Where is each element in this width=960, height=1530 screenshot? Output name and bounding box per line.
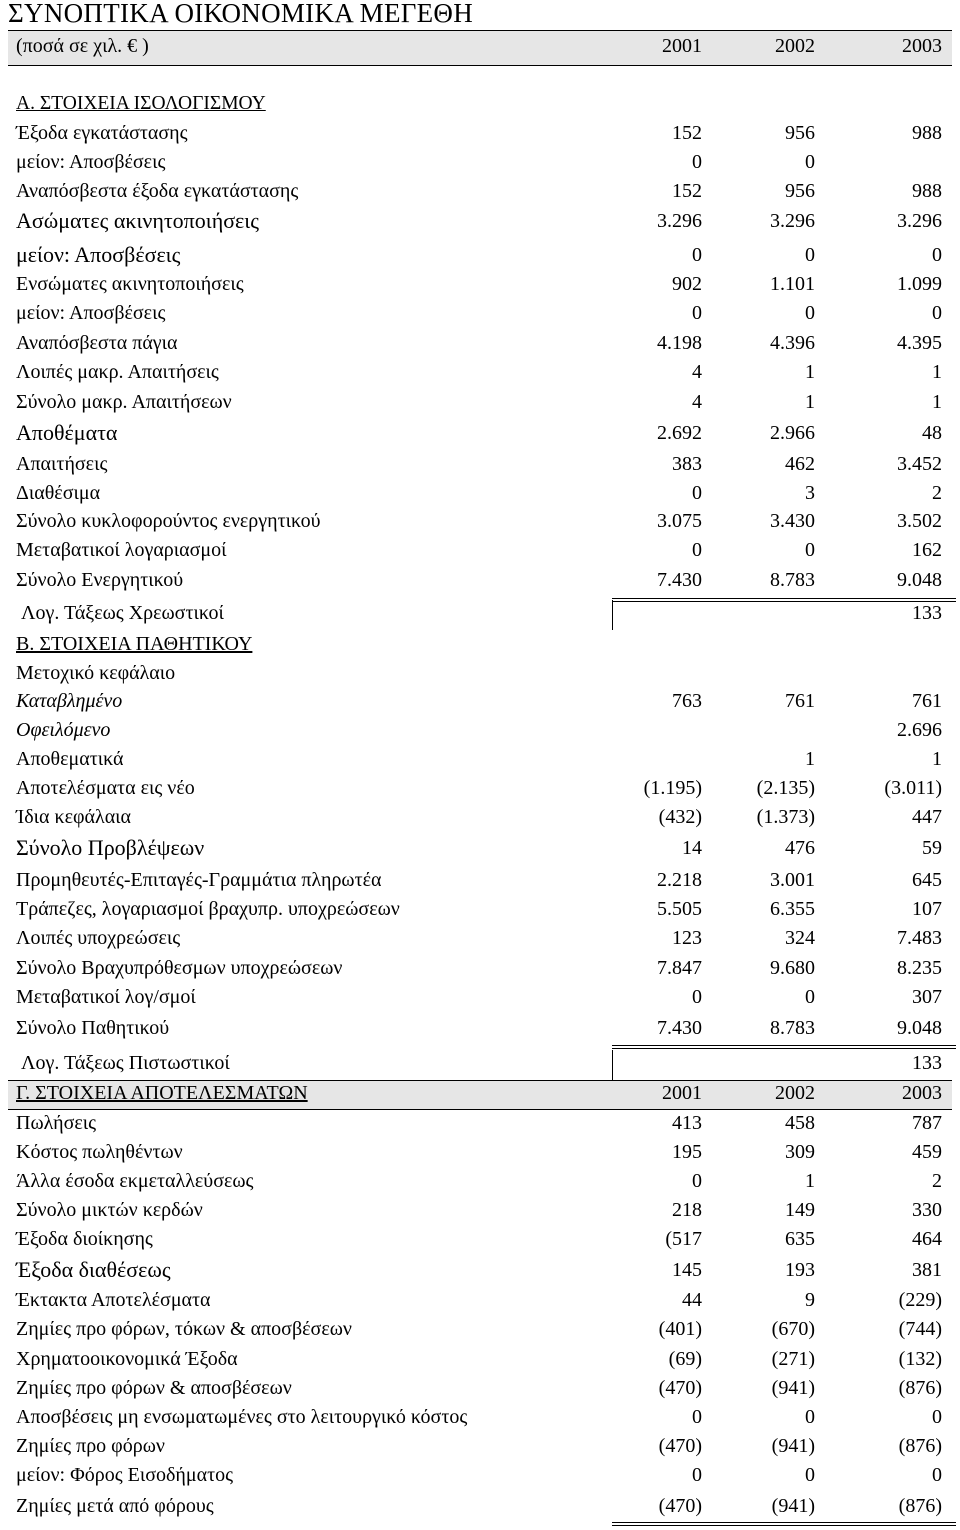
cell-2002: 635	[785, 1228, 815, 1250]
total-liabilities-rule-2	[612, 1048, 956, 1049]
table-row	[0, 660, 960, 689]
cell-2003: 133	[912, 1052, 942, 1074]
cell-2001: 4	[692, 361, 702, 383]
cell-2002: 1	[805, 748, 815, 770]
row-label: μείον: Φόρος Εισοδήματος	[16, 1464, 234, 1486]
cell-2003: 1.099	[897, 273, 942, 295]
cell-2002: 149	[785, 1199, 815, 1221]
row-label: Ίδια κεφάλαια	[16, 806, 132, 828]
cell-2001: 0	[692, 986, 702, 1008]
cell-2003: (229)	[898, 1289, 942, 1311]
row-label: Αποτελέσματα εις νέο	[16, 777, 195, 799]
row-label: Αναπόσβεστα έξοδα εγκατάστασης	[16, 180, 299, 202]
cell-2002: 956	[785, 122, 815, 144]
cell-2003: 9.048	[897, 569, 942, 591]
table-row	[0, 804, 960, 833]
table-row	[0, 178, 960, 207]
row-label: Β. ΣΤΟΙΧΕΙΑ ΠΑΘΗΤΙΚΟΥ	[16, 633, 253, 655]
table-row	[0, 120, 960, 149]
cell-2003: 988	[912, 122, 942, 144]
cell-2002: 8.783	[770, 569, 815, 591]
row-label: μείον: Αποσβέσεις	[16, 242, 181, 267]
cell-2002: 9	[805, 1289, 815, 1311]
row-label: Ενσώματες ακινητοποιήσεις	[16, 273, 244, 295]
cell-2003: 459	[912, 1141, 942, 1163]
table-row	[0, 835, 960, 864]
total-assets-rule-2	[612, 601, 956, 602]
row-label: Τράπεζες, λογαριασμοί βραχυπρ. υποχρεώσεων	[16, 898, 400, 920]
row-label: Οφειλόμενο	[16, 719, 111, 741]
cell-2003: 8.235	[897, 957, 942, 979]
table-row	[0, 1493, 960, 1522]
cell-2003: 307	[912, 986, 942, 1008]
table-row	[0, 330, 960, 359]
cell-2002: 1	[805, 1170, 815, 1192]
cell-2001: (517	[665, 1228, 702, 1250]
table-row	[0, 300, 960, 329]
table-row	[0, 242, 960, 271]
table-row	[0, 1139, 960, 1168]
row-label: Αποσβέσεις μη ενσωματωμένες στο λειτουργικό κόστος	[16, 1406, 468, 1428]
cell-2001: 218	[672, 1199, 702, 1221]
table-row	[0, 1015, 960, 1044]
cell-2003: (744)	[898, 1318, 942, 1340]
cell-2001: 0	[692, 539, 702, 561]
table-row	[0, 631, 960, 660]
cell-2002: 0	[805, 151, 815, 173]
row-label: Χρηματοοικονομικά Έξοδα	[16, 1348, 238, 1370]
table-row	[0, 271, 960, 300]
cell-2002: 1.101	[770, 273, 815, 295]
row-label: Διαθέσιμα	[16, 482, 101, 504]
cell-2001: 0	[692, 302, 702, 324]
cell-2001: 4	[692, 391, 702, 413]
table-row	[0, 149, 960, 178]
row-label: Έξοδα εγκατάστασης	[16, 122, 188, 144]
table-row	[0, 1257, 960, 1286]
cell-2001: 2.692	[657, 422, 702, 444]
cell-2003: 447	[912, 806, 942, 828]
cell-2002: 0	[805, 1464, 815, 1486]
row-label: Αναπόσβεστα πάγια	[16, 332, 178, 354]
table-row	[0, 1404, 960, 1433]
table-row	[0, 1346, 960, 1375]
cell-2001: 3.296	[657, 210, 702, 232]
row-label: Έξοδα διαθέσεως	[16, 1257, 171, 1282]
cell-2003: 381	[912, 1259, 942, 1281]
cell-2001: (470)	[658, 1377, 702, 1399]
table-row	[0, 984, 960, 1013]
cell-2001: 763	[672, 690, 702, 712]
row-label: Αποθέματα	[16, 420, 118, 445]
row-label: Μεταβατικοί λογ/σμοί	[16, 986, 196, 1008]
cell-2001: 0	[692, 1170, 702, 1192]
cell-2002: 2.966	[770, 422, 815, 444]
cell-2003: 330	[912, 1199, 942, 1221]
row-label: μείον: Αποσβέσεις	[16, 151, 166, 173]
cell-2003: 2.696	[897, 719, 942, 741]
cell-2003: 2	[932, 482, 942, 504]
year-2001: 2001	[662, 35, 702, 57]
cell-2001: (401)	[658, 1318, 702, 1340]
row-label: Πωλήσεις	[16, 1112, 97, 1134]
table-row	[0, 896, 960, 925]
cell-2002: 1	[805, 391, 815, 413]
cell-2001: 14	[682, 837, 702, 859]
cell-2002: 476	[785, 837, 815, 859]
cell-2002: 3.001	[770, 869, 815, 891]
table-row	[0, 717, 960, 746]
cell-2002: (271)	[771, 1348, 815, 1370]
table-row	[0, 688, 960, 717]
cell-2002: (941)	[771, 1377, 815, 1399]
table-row	[0, 1375, 960, 1404]
row-label: Αποθεματικά	[16, 748, 124, 770]
cell-2003: 3.296	[897, 210, 942, 232]
cell-2002: 4.396	[770, 332, 815, 354]
row-label: Μετοχικό κεφάλαιο	[16, 662, 176, 684]
row-label: Ζημίες προ φόρων, τόκων & αποσβέσεων	[16, 1318, 352, 1340]
row-label: Σύνολο μακρ. Απαιτήσεων	[16, 391, 232, 413]
cell-2002: (1.373)	[756, 806, 815, 828]
cell-2003: 0	[932, 302, 942, 324]
cell-2003: 0	[932, 244, 942, 266]
cell-2003: 48	[922, 422, 942, 444]
table-row	[0, 389, 960, 418]
cell-2001: 195	[672, 1141, 702, 1163]
cell-2003: 1	[932, 748, 942, 770]
row-label: Σύνολο κυκλοφορούντος ενεργητικού	[16, 510, 321, 532]
cell-2001: 4.198	[657, 332, 702, 354]
table-row	[0, 451, 960, 480]
cell-2001: 0	[692, 1406, 702, 1428]
cell-2003: (876)	[898, 1435, 942, 1457]
total-liabilities-rule	[612, 1045, 956, 1046]
row-label: Σύνολο μικτών κερδών	[16, 1199, 203, 1221]
header-row	[0, 30, 960, 59]
table-row	[0, 746, 960, 775]
row-label: Σύνολο Βραχυπρόθεσμων υποχρεώσεων	[16, 957, 343, 979]
row-label: Προμηθευτές-Επιταγές-Γραμμάτια πληρωτέα	[16, 869, 382, 891]
cell-2002: 1	[805, 361, 815, 383]
cell-2001: 7.430	[657, 1017, 702, 1039]
table-row	[0, 1080, 960, 1109]
cell-2001: 7.847	[657, 957, 702, 979]
cell-2001: 2.218	[657, 869, 702, 891]
cell-2002: 2002	[775, 1082, 815, 1104]
cell-2002: 956	[785, 180, 815, 202]
cell-2003: (132)	[898, 1348, 942, 1370]
table-row	[0, 1197, 960, 1226]
cell-2001: 0	[692, 151, 702, 173]
cell-2002: 0	[805, 1406, 815, 1428]
final-rule	[612, 1522, 956, 1523]
table-row	[0, 1316, 960, 1345]
cell-2001: 0	[692, 1464, 702, 1486]
final-rule-2	[612, 1525, 956, 1526]
cell-2002: 6.355	[770, 898, 815, 920]
row-label: Λογ. Τάξεως Χρεωστικοί	[21, 602, 224, 624]
table-row	[0, 1433, 960, 1462]
table-row	[0, 91, 960, 120]
cell-2001: 152	[672, 122, 702, 144]
cell-2003: 787	[912, 1112, 942, 1134]
units-label: (ποσά σε χιλ. € )	[16, 35, 149, 57]
row-label: μείον: Αποσβέσεις	[16, 302, 166, 324]
cell-2003: (876)	[898, 1377, 942, 1399]
cell-2002: 3.296	[770, 210, 815, 232]
row-label: Ζημίες μετά από φόρους	[16, 1495, 214, 1517]
row-label: Απαιτήσεις	[16, 453, 108, 475]
cell-2003: 2	[932, 1170, 942, 1192]
cell-2002: (670)	[771, 1318, 815, 1340]
table-row	[0, 1050, 960, 1079]
row-label: Άλλα έσοδα εκμεταλλεύσεως	[16, 1170, 254, 1192]
cell-2001: 2001	[662, 1082, 702, 1104]
cell-2001: (69)	[668, 1348, 702, 1370]
cell-2002: (941)	[771, 1435, 815, 1457]
cell-2002: 761	[785, 690, 815, 712]
table-row	[0, 1287, 960, 1316]
table-row	[0, 480, 960, 509]
table-row	[0, 1226, 960, 1255]
row-label: Σύνολο Παθητικού	[16, 1017, 170, 1039]
cell-2001: 0	[692, 244, 702, 266]
table-row	[0, 600, 960, 629]
table-row	[0, 420, 960, 449]
cell-2002: 8.783	[770, 1017, 815, 1039]
cell-2002: 462	[785, 453, 815, 475]
cell-2003: 1	[932, 361, 942, 383]
cell-2001: (470)	[658, 1435, 702, 1457]
row-label: Ασώματες ακινητοποιήσεις	[16, 208, 259, 233]
table-row	[0, 508, 960, 537]
cell-2002: 0	[805, 986, 815, 1008]
cell-2003: 107	[912, 898, 942, 920]
cell-2001: 383	[672, 453, 702, 475]
cell-2001: 152	[672, 180, 702, 202]
cell-2001: 44	[682, 1289, 702, 1311]
cell-2003: 133	[912, 602, 942, 624]
row-label: Κόστος πωληθέντων	[16, 1141, 183, 1163]
table-row	[0, 775, 960, 804]
year-2003: 2003	[902, 35, 942, 57]
page-title: ΣΥΝΟΠΤΙΚΑ ΟΙΚΟΝΟΜΙΚΑ ΜΕΓΕΘΗ	[8, 0, 474, 28]
cell-2003: 59	[922, 837, 942, 859]
cell-2001: 5.505	[657, 898, 702, 920]
cell-2003: 4.395	[897, 332, 942, 354]
cell-2002: 309	[785, 1141, 815, 1163]
table-row	[0, 1110, 960, 1139]
cell-2003: 2003	[902, 1082, 942, 1104]
cell-2001: (432)	[658, 806, 702, 828]
cell-2002: 3.430	[770, 510, 815, 532]
cell-2003: 761	[912, 690, 942, 712]
row-label: Έξοδα διοίκησης	[16, 1228, 153, 1250]
cell-2003: 464	[912, 1228, 942, 1250]
table-row	[0, 537, 960, 566]
row-label: Καταβλημένο	[16, 690, 123, 712]
cell-2001: 123	[672, 927, 702, 949]
table-row	[0, 1168, 960, 1197]
cell-2003: 988	[912, 180, 942, 202]
table-row	[0, 867, 960, 896]
cell-2003: 0	[932, 1406, 942, 1428]
cell-2001: (1.195)	[643, 777, 702, 799]
row-label: Σύνολο Ενεργητικού	[16, 569, 184, 591]
year-2002: 2002	[775, 35, 815, 57]
total-assets-rule	[612, 598, 956, 599]
cell-2002: (2.135)	[756, 777, 815, 799]
row-label: Λογ. Τάξεως Πιστωστικοί	[21, 1052, 230, 1074]
cell-2001: 145	[672, 1259, 702, 1281]
row-label: Έκτακτα Αποτελέσματα	[16, 1289, 211, 1311]
cell-2003: (876)	[898, 1495, 942, 1517]
row-label: Λοιπές υποχρεώσεις	[16, 927, 181, 949]
cell-2001: (470)	[658, 1495, 702, 1517]
cell-2002: 0	[805, 302, 815, 324]
cell-2002: 193	[785, 1259, 815, 1281]
cell-2002: 9.680	[770, 957, 815, 979]
cell-2002: 3	[805, 482, 815, 504]
row-label: Γ. ΣΤΟΙΧΕΙΑ ΑΠΟΤΕΛΕΣΜΑΤΩΝ	[16, 1082, 308, 1104]
cell-2001: 413	[672, 1112, 702, 1134]
cell-2002: 0	[805, 539, 815, 561]
cell-2003: 1	[932, 391, 942, 413]
cell-2003: 3.502	[897, 510, 942, 532]
cell-2003: 3.452	[897, 453, 942, 475]
row-label: Ζημίες προ φόρων & αποσβέσεων	[16, 1377, 292, 1399]
cell-2003: (3.011)	[884, 777, 942, 799]
cell-2001: 7.430	[657, 569, 702, 591]
table-row	[0, 208, 960, 237]
cell-2003: 9.048	[897, 1017, 942, 1039]
cell-2001: 0	[692, 482, 702, 504]
cell-2002: 0	[805, 244, 815, 266]
cell-2002: (941)	[771, 1495, 815, 1517]
table-row	[0, 359, 960, 388]
row-label: Σύνολο Προβλέψεων	[16, 835, 205, 860]
cell-2003: 7.483	[897, 927, 942, 949]
cell-2003: 645	[912, 869, 942, 891]
table-row	[0, 1462, 960, 1491]
table-row	[0, 925, 960, 954]
cell-2002: 324	[785, 927, 815, 949]
row-label: Ζημίες προ φόρων	[16, 1435, 165, 1457]
table-row	[0, 955, 960, 984]
row-label: Μεταβατικοί λογαριασμοί	[16, 539, 227, 561]
cell-2002: 458	[785, 1112, 815, 1134]
cell-2003: 162	[912, 539, 942, 561]
table-row	[0, 567, 960, 596]
cell-2003: 0	[932, 1464, 942, 1486]
memo-debit-box-left	[612, 600, 613, 630]
row-label: Λοιπές μακρ. Απαιτήσεις	[16, 361, 219, 383]
memo-credit-box-left	[612, 1050, 613, 1080]
cell-2001: 3.075	[657, 510, 702, 532]
cell-2001: 902	[672, 273, 702, 295]
row-label: Α. ΣΤΟΙΧΕΙΑ ΙΣΟΛΟΓΙΣΜΟΥ	[16, 93, 266, 114]
